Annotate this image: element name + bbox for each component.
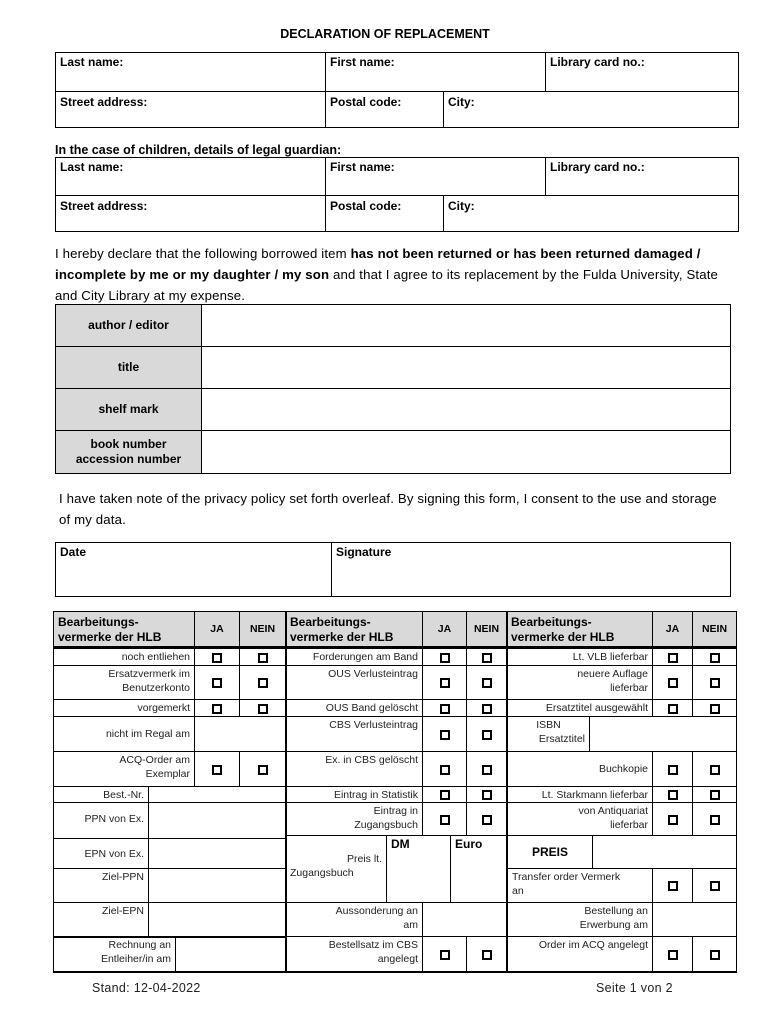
title-label: title bbox=[55, 346, 202, 389]
checkbox-noch-entliehen-ja[interactable] bbox=[212, 653, 222, 663]
epn-field[interactable] bbox=[149, 839, 286, 869]
ziel-ppn-field[interactable] bbox=[149, 869, 286, 903]
row-aussonderung: Aussonderung an am bbox=[286, 903, 423, 937]
row-preis-zugangsbuch: Preis lt. Zugangsbuch bbox=[286, 836, 387, 903]
row-bestellsatz: Bestellsatz im CBS angelegt bbox=[286, 937, 423, 972]
postal-label: Postal code: bbox=[330, 95, 402, 109]
euro-field[interactable]: Euro bbox=[451, 836, 507, 903]
row-ersatzvermerk: Ersatzvermerk im Benutzerkonto bbox=[54, 666, 195, 700]
row-ersatztitel: Ersatztitel ausgewählt bbox=[508, 700, 653, 717]
ziel-epn-field[interactable] bbox=[149, 903, 286, 937]
checkbox-bestellsatz-ja[interactable] bbox=[440, 950, 450, 960]
row-best-nr: Best.-Nr. bbox=[54, 787, 149, 803]
header-nein-3: NEIN bbox=[693, 612, 737, 647]
row-isbn: ISBN Ersatztitel bbox=[508, 717, 590, 752]
checkbox-antiquariat-ja[interactable] bbox=[668, 815, 678, 825]
best-nr-field[interactable] bbox=[149, 787, 286, 803]
checkbox-ersatztitel-ja[interactable] bbox=[668, 704, 678, 714]
book-number-label: book number accession number bbox=[55, 430, 202, 474]
checkbox-order-acq-nein[interactable] bbox=[710, 950, 720, 960]
bestellung-field[interactable] bbox=[653, 903, 737, 937]
date-field[interactable] bbox=[56, 562, 330, 596]
title-field[interactable] bbox=[201, 346, 731, 389]
row-transfer-order: Transfer order Vermerk an bbox=[508, 869, 653, 903]
privacy-statement: I have taken note of the privacy policy set forth overleaf. By signing this form, I consent to the use and storage of my data. bbox=[59, 491, 717, 527]
checkbox-vorgemerkt-nein[interactable] bbox=[258, 704, 268, 714]
checkbox-transfer-order-nein[interactable] bbox=[710, 881, 720, 891]
row-ziel-epn: Ziel-EPN bbox=[54, 903, 149, 937]
guardian-postal-label: Postal code: bbox=[330, 199, 402, 213]
checkbox-noch-entliehen-nein[interactable] bbox=[258, 653, 268, 663]
guardian-heading: In the case of children, details of legal guardian: bbox=[55, 143, 342, 157]
preis-field[interactable] bbox=[593, 836, 737, 869]
checkbox-order-acq-ja[interactable] bbox=[668, 950, 678, 960]
checkbox-forderungen-ja[interactable] bbox=[440, 653, 450, 663]
checkbox-neuere-auflage-ja[interactable] bbox=[668, 678, 678, 688]
page-title: DECLARATION OF REPLACEMENT bbox=[280, 27, 490, 41]
row-ous-verlust: OUS Verlusteintrag bbox=[286, 666, 423, 700]
row-neuere-auflage: neuere Auflage lieferbar bbox=[508, 666, 653, 700]
row-vlb: Lt. VLB lieferbar bbox=[508, 649, 653, 666]
checkbox-acq-order-ja[interactable] bbox=[212, 765, 222, 775]
checkbox-antiquariat-nein[interactable] bbox=[710, 815, 720, 825]
shelf-mark-label: shelf mark bbox=[55, 388, 202, 431]
checkbox-zugangsbuch-ja[interactable] bbox=[440, 815, 450, 825]
row-nicht-im-regal: nicht im Regal am bbox=[54, 717, 195, 752]
checkbox-vlb-ja[interactable] bbox=[668, 653, 678, 663]
guardian-library-card-label: Library card no.: bbox=[550, 160, 645, 174]
checkbox-ous-verlust-nein[interactable] bbox=[482, 678, 492, 688]
header-ja-1: JA bbox=[195, 612, 240, 647]
row-zugangsbuch: Eintrag in Zugangsbuch bbox=[286, 803, 423, 836]
header-ja-2: JA bbox=[423, 612, 467, 647]
checkbox-statistik-ja[interactable] bbox=[440, 790, 450, 800]
signature-field[interactable] bbox=[332, 562, 730, 596]
checkbox-ex-cbs-nein[interactable] bbox=[482, 765, 492, 775]
street-label: Street address: bbox=[60, 95, 148, 109]
row-ous-band: OUS Band gelöscht bbox=[286, 700, 423, 717]
declaration-paragraph: I hereby declare that the following borrowed item has not been returned or has been returned damaged / incomplete by me or my daughter / my son and that I agree to its replacement by the Fulda University, State and City Library at my expense. bbox=[55, 246, 718, 303]
library-card-label: Library card no.: bbox=[550, 55, 645, 69]
isbn-field[interactable] bbox=[590, 717, 737, 752]
header-nein-1: NEIN bbox=[240, 612, 286, 647]
row-buchkopie: Buchkopie bbox=[508, 752, 653, 787]
row-noch-entliehen: noch entliehen bbox=[54, 649, 195, 666]
checkbox-zugangsbuch-nein[interactable] bbox=[482, 815, 492, 825]
ppn-field[interactable] bbox=[149, 803, 286, 839]
footer-date: Stand: 12-04-2022 bbox=[92, 981, 201, 995]
checkbox-starkmann-ja[interactable] bbox=[668, 790, 678, 800]
checkbox-transfer-order-ja[interactable] bbox=[668, 881, 678, 891]
checkbox-cbs-verlust-ja[interactable] bbox=[440, 730, 450, 740]
checkbox-cbs-verlust-nein[interactable] bbox=[482, 730, 492, 740]
rechnung-field[interactable] bbox=[176, 937, 286, 972]
nicht-im-regal-field[interactable] bbox=[195, 717, 286, 752]
author-field[interactable] bbox=[201, 304, 731, 347]
checkbox-forderungen-nein[interactable] bbox=[482, 653, 492, 663]
row-statistik: Eintrag in Statistik bbox=[286, 787, 423, 803]
footer-page: Seite 1 von 2 bbox=[596, 981, 673, 995]
row-vorgemerkt: vorgemerkt bbox=[54, 700, 195, 717]
row-ziel-ppn: Ziel-PPN bbox=[54, 869, 149, 903]
guardian-street-label: Street address: bbox=[60, 199, 148, 213]
book-number-field[interactable] bbox=[201, 430, 731, 474]
checkbox-vorgemerkt-ja[interactable] bbox=[212, 704, 222, 714]
first-name-label: First name: bbox=[330, 55, 395, 69]
checkbox-ous-band-nein[interactable] bbox=[482, 704, 492, 714]
checkbox-ous-band-ja[interactable] bbox=[440, 704, 450, 714]
checkbox-ous-verlust-ja[interactable] bbox=[440, 678, 450, 688]
guardian-last-name-label: Last name: bbox=[60, 160, 124, 174]
checkbox-starkmann-nein[interactable] bbox=[710, 790, 720, 800]
dm-field[interactable]: DM bbox=[387, 836, 451, 903]
checkbox-ersatztitel-nein[interactable] bbox=[710, 704, 720, 714]
shelf-mark-field[interactable] bbox=[201, 388, 731, 431]
row-epn: EPN von Ex. bbox=[54, 839, 149, 869]
row-starkmann: Lt. Starkmann lieferbar bbox=[508, 787, 653, 803]
city-label: City: bbox=[448, 95, 475, 109]
row-acq-order: ACQ-Order am Exemplar bbox=[54, 752, 195, 787]
header-nein-2: NEIN bbox=[467, 612, 507, 647]
checkbox-ex-cbs-ja[interactable] bbox=[440, 765, 450, 775]
aussonderung-field[interactable] bbox=[423, 903, 507, 937]
row-order-acq: Order im ACQ angelegt bbox=[508, 937, 653, 972]
row-forderungen: Forderungen am Band bbox=[286, 649, 423, 666]
checkbox-bestellsatz-nein[interactable] bbox=[482, 950, 492, 960]
header-label-3: Bearbeitungs- vermerke der HLB bbox=[507, 612, 653, 647]
header-label-2: Bearbeitungs- vermerke der HLB bbox=[286, 612, 423, 647]
date-label: Date bbox=[60, 545, 87, 559]
author-label: author / editor bbox=[55, 304, 202, 347]
checkbox-acq-order-nein[interactable] bbox=[258, 765, 268, 775]
last-name-label: Last name: bbox=[60, 55, 124, 69]
row-preis: PREIS bbox=[508, 836, 593, 869]
guardian-city-label: City: bbox=[448, 199, 475, 213]
header-ja-3: JA bbox=[653, 612, 693, 647]
checkbox-buchkopie-nein[interactable] bbox=[710, 765, 720, 775]
checkbox-ersatzvermerk-ja[interactable] bbox=[212, 678, 222, 688]
checkbox-buchkopie-ja[interactable] bbox=[668, 765, 678, 775]
row-antiquariat: von Antiquariat lieferbar bbox=[508, 803, 653, 836]
guardian-first-name-label: First name: bbox=[330, 160, 395, 174]
row-ex-cbs: Ex. in CBS gelöscht bbox=[286, 752, 423, 787]
signature-label: Signature bbox=[336, 545, 392, 559]
row-rechnung: Rechnung an Entleiher/in am bbox=[54, 937, 176, 972]
row-ppn: PPN von Ex. bbox=[54, 803, 149, 839]
checkbox-neuere-auflage-nein[interactable] bbox=[710, 678, 720, 688]
checkbox-statistik-nein[interactable] bbox=[482, 790, 492, 800]
row-bestellung: Bestellung an Erwerbung am bbox=[508, 903, 653, 937]
checkbox-vlb-nein[interactable] bbox=[710, 653, 720, 663]
header-label-1: Bearbeitungs- vermerke der HLB bbox=[54, 612, 195, 647]
row-cbs-verlust: CBS Verlusteintrag bbox=[286, 717, 423, 752]
checkbox-ersatzvermerk-nein[interactable] bbox=[258, 678, 268, 688]
